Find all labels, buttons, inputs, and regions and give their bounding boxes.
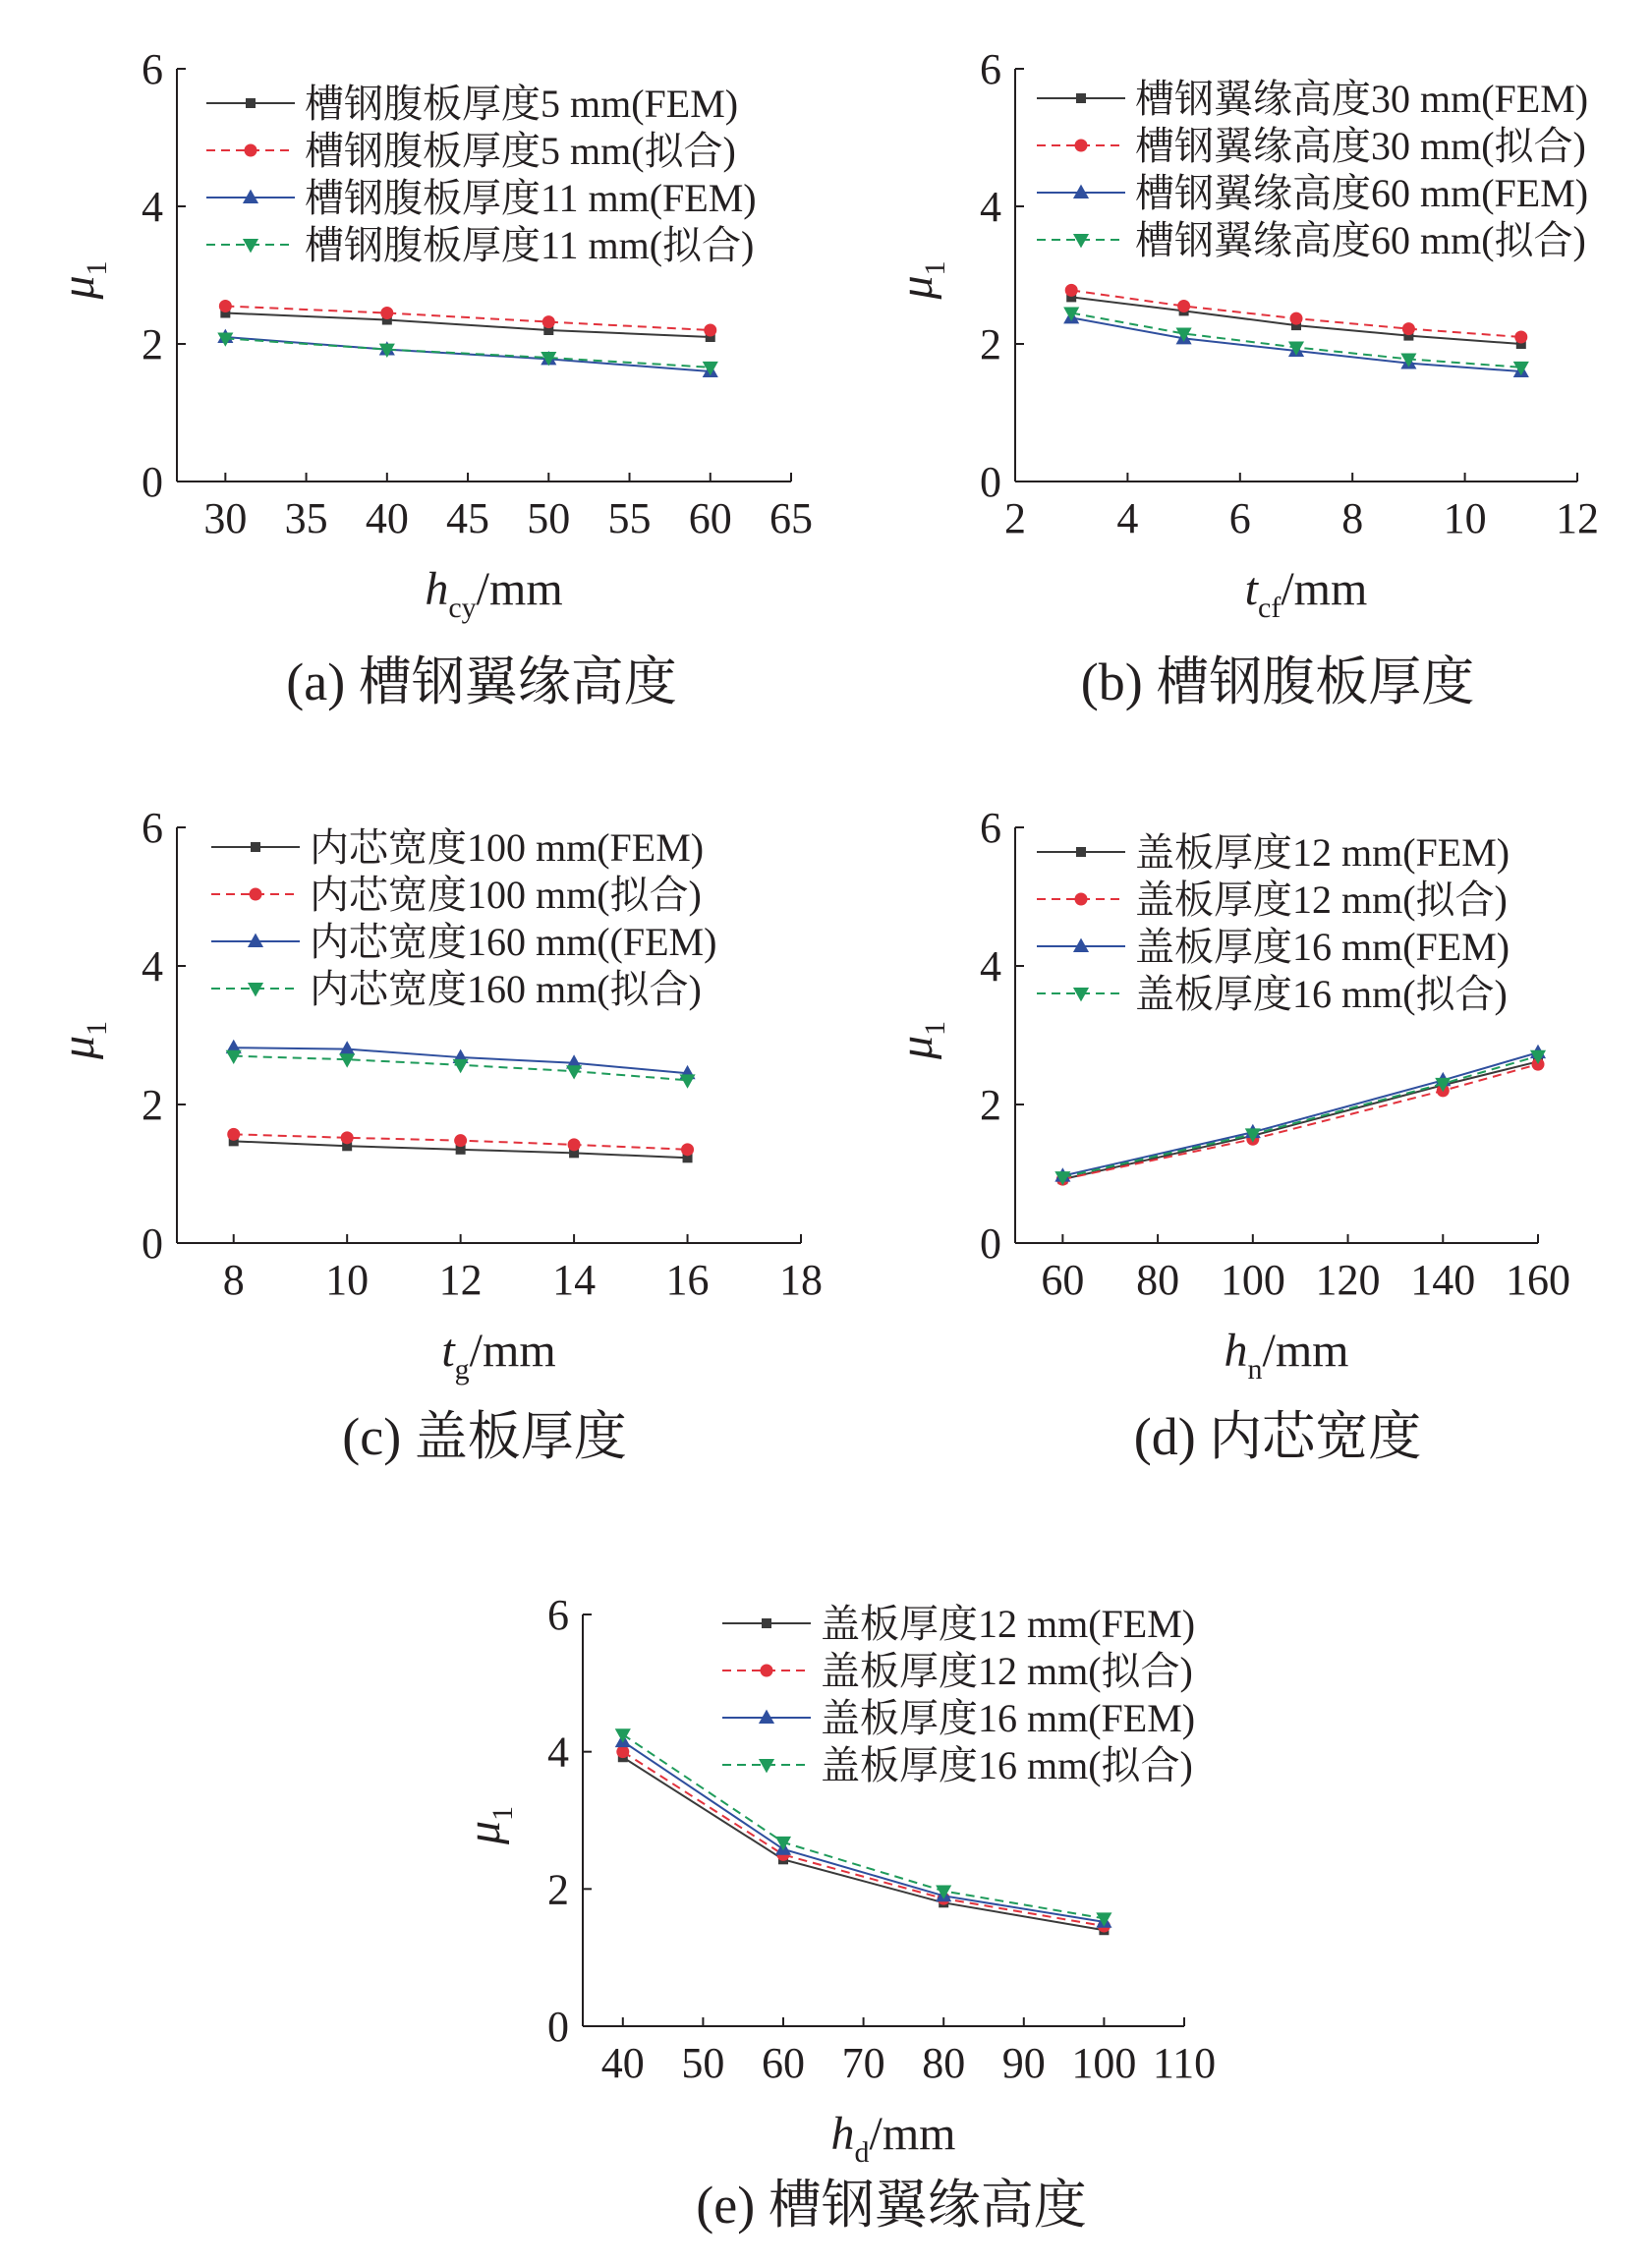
legend-label: 槽钢腹板厚度11 mm(拟合) [305, 223, 755, 267]
axis-label-subscript: cf [1258, 592, 1282, 624]
series-line [1062, 1052, 1538, 1175]
x-tick-label: 12 [438, 1256, 483, 1304]
x-tick-label: 18 [779, 1256, 823, 1304]
legend-label: 盖板厚度16 mm(FEM) [1135, 925, 1510, 969]
x-tick-label: 40 [600, 2039, 645, 2087]
y-tick-label: 2 [142, 1081, 163, 1129]
x-tick-label: 100 [1220, 1256, 1285, 1304]
axis-label [425, 563, 562, 624]
y-tick-label: 6 [547, 1591, 569, 1639]
legend-marker [1073, 988, 1089, 1001]
legend-marker [759, 1759, 774, 1773]
legend-label: 内芯宽度160 mm(拟合) [310, 967, 702, 1011]
legend-label: 内芯宽度160 mm((FEM) [310, 920, 717, 964]
axis-label-symbol: μ [890, 1035, 942, 1060]
x-tick-label: 10 [1443, 494, 1487, 542]
axis-label-unit: /mm [1262, 1325, 1349, 1377]
legend-label: 内芯宽度100 mm(FEM) [310, 825, 705, 870]
x-tick-label: 12 [1556, 494, 1599, 542]
data-point [380, 307, 393, 319]
series-2 [219, 300, 716, 337]
data-point [227, 1128, 240, 1141]
axis-label [458, 1806, 519, 1845]
y-tick-label: 2 [980, 320, 1001, 368]
subplot-caption: (e) 槽钢翼缘高度 [696, 2176, 1087, 2235]
x-tick-label: 70 [841, 2039, 885, 2087]
y-tick-label: 4 [980, 183, 1001, 231]
y-tick-label: 2 [142, 320, 163, 368]
series-4 [217, 332, 718, 375]
subplot-caption: (d) 内芯宽度 [1133, 1407, 1422, 1466]
data-point [615, 1728, 631, 1742]
legend-label: 槽钢腹板厚度5 mm(拟合) [305, 129, 736, 173]
legend-marker [250, 888, 262, 901]
x-tick-label: 110 [1152, 2039, 1217, 2087]
y-tick-label: 6 [142, 804, 163, 852]
data-point [1290, 312, 1303, 325]
x-tick-label: 100 [1071, 2039, 1137, 2087]
x-tick-label: 60 [1041, 1256, 1085, 1304]
x-tick-label: 160 [1506, 1256, 1570, 1304]
x-tick-label: 60 [762, 2039, 805, 2087]
data-point [1402, 322, 1415, 335]
axis-label-unit: /mm [1281, 563, 1368, 615]
y-tick-label: 4 [547, 1727, 569, 1777]
legend-label: 盖板厚度12 mm(FEM) [821, 1602, 1196, 1646]
series-3 [1054, 1045, 1546, 1182]
y-tick-label: 0 [980, 458, 1001, 506]
legend-marker [762, 1618, 771, 1628]
series-line [225, 307, 710, 331]
legend-label: 盖板厚度16 mm(拟合) [821, 1743, 1193, 1787]
chart-panel-e [458, 1591, 1216, 2235]
legend-marker [248, 934, 263, 947]
x-tick-label: 8 [222, 1256, 245, 1304]
y-tick-label: 4 [142, 183, 163, 231]
legend [1037, 77, 1588, 262]
x-tick-label: 40 [365, 494, 409, 542]
axis-label-symbol: μ [890, 275, 942, 300]
legend-label: 内芯宽度100 mm(拟合) [310, 873, 702, 917]
axis-label [830, 2108, 955, 2169]
axis-label-symbol: h [830, 2108, 855, 2160]
data-point [704, 324, 716, 337]
legend-label: 盖板厚度12 mm(拟合) [821, 1649, 1193, 1693]
x-tick-label: 30 [203, 494, 248, 542]
legend-label: 槽钢翼缘高度30 mm(拟合) [1135, 124, 1586, 168]
legend [206, 82, 757, 267]
legend-marker [1076, 847, 1086, 857]
x-tick-label: 4 [1116, 494, 1139, 542]
y-tick-label: 0 [142, 1219, 163, 1268]
axis-label-subscript: 1 [486, 1805, 519, 1821]
y-tick-label: 0 [980, 1219, 1001, 1268]
x-tick-label: 50 [527, 494, 571, 542]
legend-label: 盖板厚度12 mm(FEM) [1135, 830, 1510, 875]
x-tick-label: 8 [1341, 494, 1364, 542]
data-point [1065, 284, 1078, 297]
axis-label-subscript: g [454, 1353, 470, 1386]
legend-label: 槽钢翼缘高度60 mm(FEM) [1135, 171, 1589, 215]
axis-label [441, 1325, 555, 1386]
legend-marker [1076, 93, 1086, 103]
data-point [1514, 331, 1527, 344]
y-tick-label: 6 [142, 45, 163, 93]
x-tick-label: 2 [1004, 494, 1026, 542]
y-tick-label: 4 [142, 942, 163, 991]
data-point [226, 1050, 242, 1064]
axis-label-subscript: 1 [81, 260, 113, 276]
legend-marker [243, 190, 258, 203]
legend-marker [1073, 938, 1089, 952]
chart-panel-b [890, 45, 1599, 711]
axis-label-unit: /mm [469, 1325, 556, 1377]
subplot-caption: (b) 槽钢腹板厚度 [1080, 652, 1475, 711]
axis-label-subscript: 1 [919, 1020, 951, 1036]
x-tick-label: 60 [688, 494, 732, 542]
legend-marker [251, 842, 260, 852]
legend [1037, 830, 1510, 1016]
x-tick-label: 35 [284, 494, 328, 542]
axis-label [890, 260, 951, 300]
axis-label-subscript: d [854, 2136, 870, 2169]
data-point [454, 1134, 467, 1147]
y-tick-label: 2 [547, 1865, 569, 1914]
y-tick-label: 6 [980, 45, 1001, 93]
axis-label [1245, 563, 1368, 624]
axis-label-symbol: t [1244, 563, 1259, 615]
series-line [1062, 1061, 1538, 1179]
x-tick-label: 6 [1228, 494, 1251, 542]
axis-label-symbol: h [425, 563, 449, 615]
y-tick-label: 0 [142, 458, 163, 506]
data-point [341, 1131, 354, 1144]
legend-marker [1073, 185, 1089, 198]
series-2 [1065, 284, 1528, 344]
x-tick-label: 65 [769, 494, 813, 542]
x-tick-label: 80 [1136, 1256, 1180, 1304]
x-tick-label: 55 [607, 494, 652, 542]
x-tick-label: 45 [446, 494, 490, 542]
x-tick-label: 14 [552, 1256, 597, 1304]
data-point [339, 1041, 355, 1054]
legend-label: 盖板厚度16 mm(FEM) [821, 1696, 1196, 1740]
legend-marker [1075, 140, 1088, 152]
legend-label: 盖板厚度12 mm(拟合) [1135, 878, 1508, 922]
data-point [1177, 300, 1190, 312]
legend [722, 1602, 1195, 1787]
legend-marker [245, 144, 257, 157]
legend-marker [761, 1665, 773, 1677]
x-tick-label: 140 [1410, 1256, 1476, 1304]
axis-label-unit: /mm [869, 2108, 956, 2160]
x-tick-label: 10 [325, 1256, 370, 1304]
series-1 [220, 309, 714, 343]
y-tick-label: 6 [980, 804, 1001, 852]
axis-label [52, 1021, 113, 1060]
axis-label [890, 1021, 951, 1060]
legend-marker [1075, 893, 1088, 906]
data-point [453, 1059, 469, 1073]
axis-label [52, 260, 113, 300]
x-tick-label: 90 [1001, 2039, 1046, 2087]
axis-label-unit: /mm [476, 563, 563, 615]
chart-panel-d [890, 804, 1570, 1466]
legend [211, 825, 716, 1011]
axis-label-symbol: t [441, 1325, 455, 1377]
data-point [542, 315, 555, 328]
legend-label: 槽钢翼缘高度60 mm(拟合) [1135, 218, 1586, 262]
data-point [219, 300, 232, 312]
legend-marker [1073, 234, 1089, 248]
legend-label: 槽钢翼缘高度30 mm(FEM) [1135, 77, 1589, 121]
x-tick-label: 80 [922, 2039, 966, 2087]
legend-marker [248, 983, 263, 996]
legend-label: 槽钢腹板厚度11 mm(FEM) [305, 176, 757, 220]
axis-label-subscript: n [1247, 1353, 1263, 1386]
legend-marker [243, 239, 258, 253]
legend-marker [759, 1710, 774, 1724]
chart-panel-c [52, 804, 823, 1466]
x-tick-label: 120 [1315, 1256, 1381, 1304]
legend-label: 槽钢腹板厚度5 mm(FEM) [305, 82, 739, 126]
y-tick-label: 4 [980, 942, 1001, 991]
y-tick-label: 2 [980, 1081, 1001, 1129]
x-tick-label: 16 [665, 1256, 710, 1304]
data-point [679, 1074, 695, 1088]
axis-label-subscript: 1 [919, 260, 951, 276]
chart-panel-a [52, 45, 813, 711]
data-point [568, 1138, 581, 1151]
subplot-caption: (c) 盖板厚度 [342, 1407, 627, 1466]
axis-label-subscript: cy [448, 592, 477, 624]
axis-label-subscript: 1 [81, 1020, 113, 1036]
axis-label [1224, 1325, 1348, 1386]
data-point [681, 1143, 694, 1156]
axis-label-symbol: μ [458, 1820, 510, 1845]
legend-marker [246, 98, 256, 108]
subplot-caption: (a) 槽钢翼缘高度 [286, 652, 677, 711]
axis-label-symbol: μ [52, 275, 104, 300]
axis-label-symbol: h [1224, 1325, 1248, 1377]
legend-label: 盖板厚度16 mm(拟合) [1135, 972, 1508, 1016]
y-tick-label: 0 [547, 2003, 569, 2051]
axis-label-symbol: μ [52, 1035, 104, 1060]
x-tick-label: 50 [681, 2039, 725, 2087]
